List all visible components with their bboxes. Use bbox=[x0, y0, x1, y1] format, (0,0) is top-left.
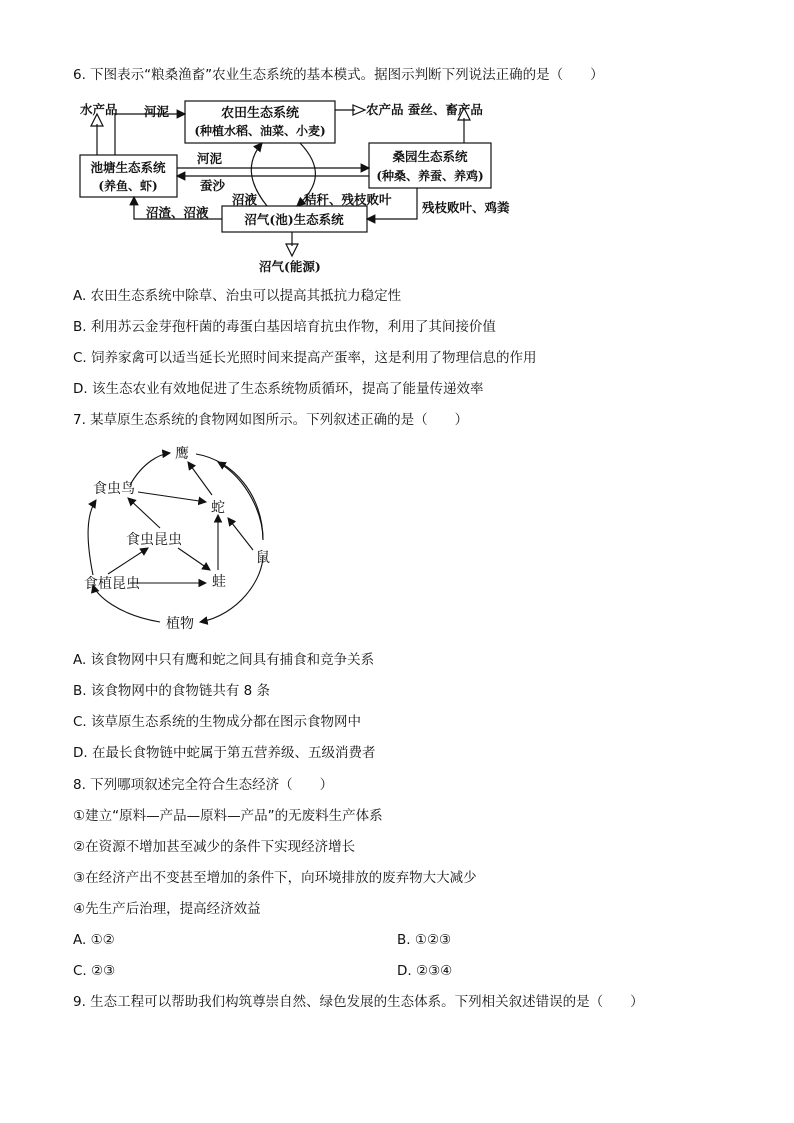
water-products-label: 水产品 bbox=[80, 102, 118, 117]
node-snake: 蛇 bbox=[211, 500, 225, 516]
residue-liquid-label: 沼渣、沼液 bbox=[146, 205, 209, 220]
farm-subtitle: (种植水稻、油菜、小麦) bbox=[194, 124, 326, 138]
q8-option-a: A. ①② bbox=[73, 932, 115, 948]
node-frog: 蛙 bbox=[212, 574, 226, 590]
node-insect-eater: 食虫昆虫 bbox=[126, 532, 182, 548]
q7-stem: 7. 某草原生态系统的食物网如图所示。下列叙述正确的是（ ） bbox=[73, 412, 469, 428]
q7-option-d: D. 在最长食物链中蛇属于第五营养级、五级消费者 bbox=[73, 745, 376, 761]
q7-food-web bbox=[78, 440, 278, 635]
farm-title: 农田生态系统 bbox=[220, 106, 300, 121]
pond-subtitle: (养鱼、虾) bbox=[98, 179, 158, 193]
q6-option-d: D. 该生态农业有效地促进了生态系统物质循环，提高了能量传递效率 bbox=[73, 381, 484, 397]
mulberry-subtitle: (种桑、养蚕、养鸡) bbox=[376, 169, 484, 183]
river-mud-mid-label: 河泥 bbox=[197, 151, 223, 166]
leaves-manure-label: 残枝败叶、鸡粪 bbox=[422, 200, 510, 215]
q8-option-c: C. ②③ bbox=[73, 963, 116, 979]
river-mud-top-label: 河泥 bbox=[144, 104, 170, 119]
straw-label: 秸秆、残枝败叶 bbox=[304, 192, 392, 207]
node-herbivore-insect: 食植昆虫 bbox=[84, 576, 140, 592]
mulberry-title: 桑园生态系统 bbox=[392, 149, 468, 164]
pond-title: 池塘生态系统 bbox=[90, 160, 166, 175]
biogas-liquid-label: 沼液 bbox=[232, 192, 258, 207]
node-bird: 食虫鸟 bbox=[93, 481, 135, 497]
q9-stem: 9. 生态工程可以帮助我们构筑尊崇自然、绿色发展的生态体系。下列相关叙述错误的是（ ） bbox=[73, 994, 644, 1010]
q8-option-b: B. ①②③ bbox=[397, 932, 452, 948]
q8-item-1: ①建立“原料—产品—原料—产品”的无废料生产体系 bbox=[73, 808, 383, 824]
q8-item-2: ②在资源不增加甚至减少的条件下实现经济增长 bbox=[73, 839, 356, 855]
q6-option-a: A. 农田生态系统中除草、治虫可以提高其抵抗力稳定性 bbox=[73, 288, 402, 304]
q7-option-a: A. 该食物网中只有鹰和蛇之间具有捕食和竞争关系 bbox=[73, 652, 375, 668]
q8-item-3: ③在经济产出不变甚至增加的条件下，向环境排放的废弃物大大减少 bbox=[73, 870, 477, 886]
node-plant: 植物 bbox=[166, 616, 194, 632]
biogas-energy-label: 沼气(能源) bbox=[259, 259, 321, 274]
q8-item-4: ④先生产后治理，提高经济效益 bbox=[73, 901, 261, 917]
q6-diagram bbox=[72, 96, 512, 276]
q6-option-b: B. 利用苏云金芽孢杆菌的毒蛋白基因培育抗虫作物，利用了其间接价值 bbox=[73, 319, 496, 335]
q6-option-c: C. 饲养家禽可以适当延长光照时间来提高产蛋率，这是利用了物理信息的作用 bbox=[73, 350, 537, 366]
node-eagle: 鹰 bbox=[175, 446, 189, 462]
q7-option-b: B. 该食物网中的食物链共有 8 条 bbox=[73, 683, 271, 699]
silkworm-sand-label: 蚕沙 bbox=[200, 178, 226, 193]
q6-stem: 6. 下图表示“粮桑渔畜”农业生态系统的基本模式。据图示判断下列说法正确的是（ ） bbox=[73, 67, 604, 83]
q8-option-d: D. ②③④ bbox=[397, 963, 453, 979]
q8-stem: 8. 下列哪项叙述完全符合生态经济（ ） bbox=[73, 777, 334, 793]
q7-option-c: C. 该草原生态系统的生物成分都在图示食物网中 bbox=[73, 714, 362, 730]
node-mouse: 鼠 bbox=[256, 550, 270, 566]
farm-products-label: 农产品 蚕丝、畜产品 bbox=[366, 102, 483, 117]
biogas-title: 沼气(池)生态系统 bbox=[244, 212, 344, 227]
